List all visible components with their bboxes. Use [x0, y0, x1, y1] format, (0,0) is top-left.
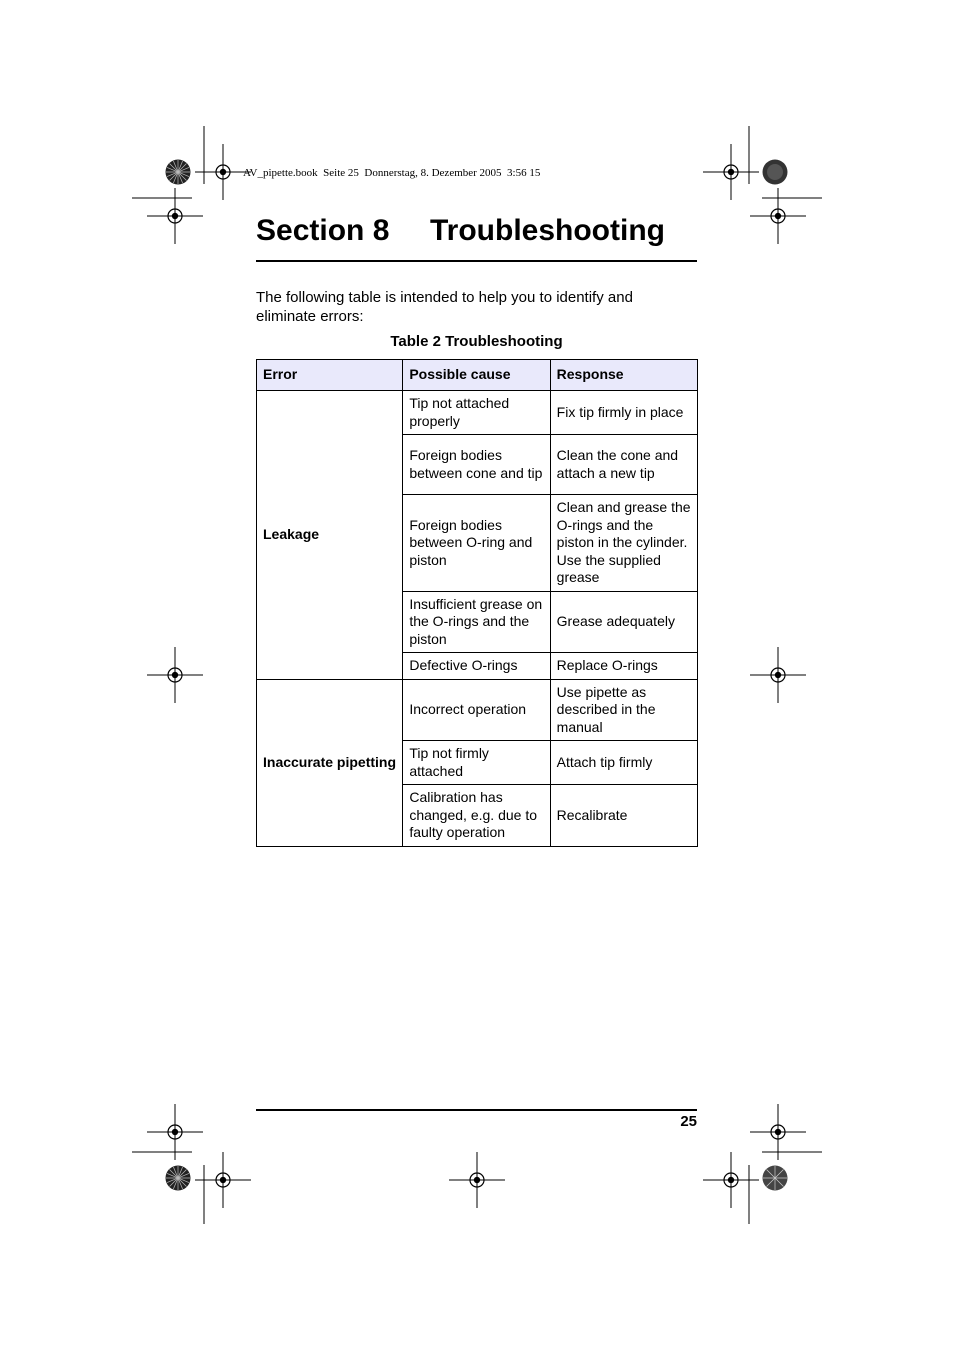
cause-cell: Foreign bodies between O-ring and piston [403, 495, 550, 592]
error-cell-inaccurate-pipetting: Inaccurate pipetting [257, 679, 403, 846]
response-cell: Fix tip firmly in place [550, 391, 697, 435]
response-cell: Replace O-rings [550, 653, 697, 680]
table-row [257, 391, 698, 435]
table-caption: Table 2 Troubleshooting [390, 333, 563, 350]
page-number: 25 [680, 1113, 697, 1130]
response-cell: Attach tip firmly [550, 741, 697, 785]
header-error: Error [257, 360, 403, 391]
intro-paragraph: The following table is intended to help you to identify and eliminate errors: [256, 289, 633, 325]
header-possible-cause: Possible cause [403, 360, 550, 391]
error-cell-leakage: Leakage [257, 391, 403, 680]
section-number: Section 8 [256, 214, 390, 247]
cause-cell: Foreign bodies between cone and tip [403, 435, 550, 495]
troubleshooting-table [256, 359, 698, 847]
response-cell: Grease adequately [550, 591, 697, 653]
title-rule [256, 260, 697, 262]
section-heading [256, 214, 665, 248]
response-cell: Use pipette as described in the manual [550, 679, 697, 741]
response-cell: Clean and grease the O-rings and the piston in the cylinder. Use the supplied grease [550, 495, 697, 592]
response-cell: Recalibrate [550, 785, 697, 847]
cause-cell: Tip not firmly attached [403, 741, 550, 785]
cause-cell: Calibration has changed, e.g. due to faulty operation [403, 785, 550, 847]
cause-cell: Defective O-rings [403, 653, 550, 680]
response-cell: Clean the cone and attach a new tip [550, 435, 697, 495]
cause-cell: Insufficient grease on the O-rings and the piston [403, 591, 550, 653]
cause-cell: Incorrect operation [403, 679, 550, 741]
print-slug-line: AV_pipette.book Seite 25 Donnerstag, 8. Dezember 2005 3:56 15 [243, 167, 541, 179]
section-title: Troubleshooting [430, 214, 665, 247]
header-response: Response [550, 360, 697, 391]
table-row [257, 679, 698, 741]
cause-cell: Tip not attached properly [403, 391, 550, 435]
table-header-row [257, 360, 698, 391]
footer-rule [256, 1109, 697, 1111]
